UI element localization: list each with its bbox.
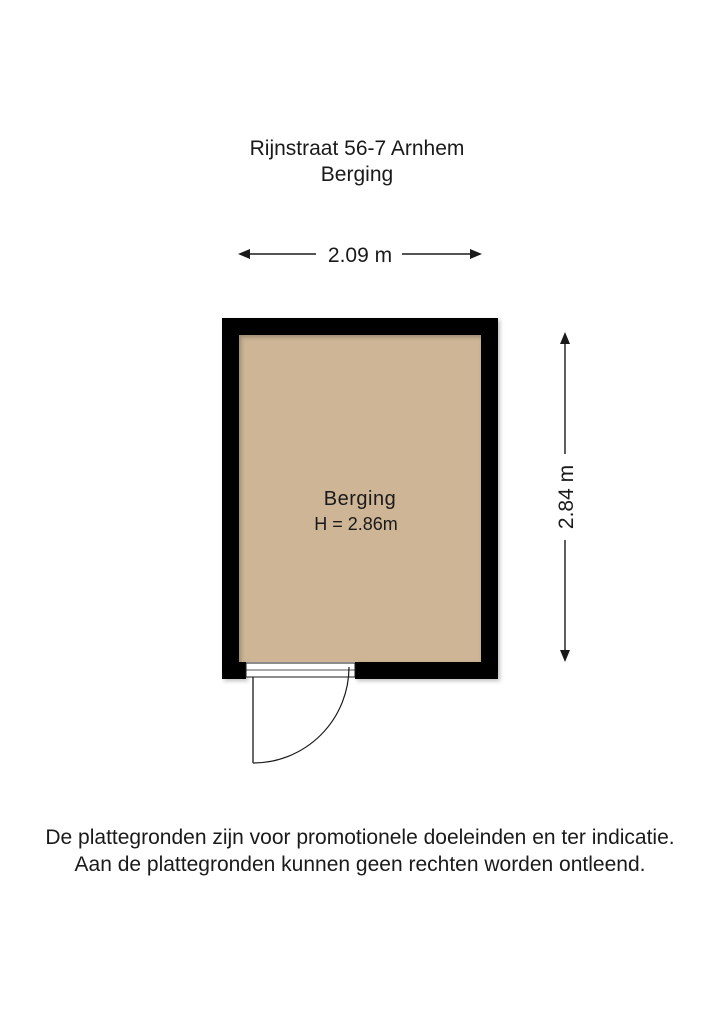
door <box>246 663 355 763</box>
width-arrow-right-icon <box>470 249 482 259</box>
width-arrow-left-icon <box>238 249 250 259</box>
room-name-label: Berging <box>323 488 397 510</box>
disclaimer-line-2: Aan de plattegronden kunnen geen rechten worden ontleend. <box>74 853 646 876</box>
width-dimension <box>238 244 482 267</box>
depth-arrow-up-icon <box>560 332 570 344</box>
floor-name: Berging <box>320 163 394 186</box>
depth-dimension-label: 2.84 m <box>555 464 578 530</box>
room-berging <box>222 318 498 679</box>
depth-arrow-down-icon <box>560 650 570 662</box>
width-dimension-label: 2.09 m <box>327 244 393 267</box>
depth-dimension <box>555 332 578 662</box>
room-height-label: H = 2.86m <box>314 514 398 534</box>
disclaimer-line-1: De plattegronden zijn voor promotionele doeleinden en ter indicatie. <box>45 826 675 849</box>
door-swing-arc <box>253 667 349 763</box>
disclaimer <box>0 824 720 878</box>
address-title: Rijnstraat 56-7 Arnhem <box>249 137 465 160</box>
